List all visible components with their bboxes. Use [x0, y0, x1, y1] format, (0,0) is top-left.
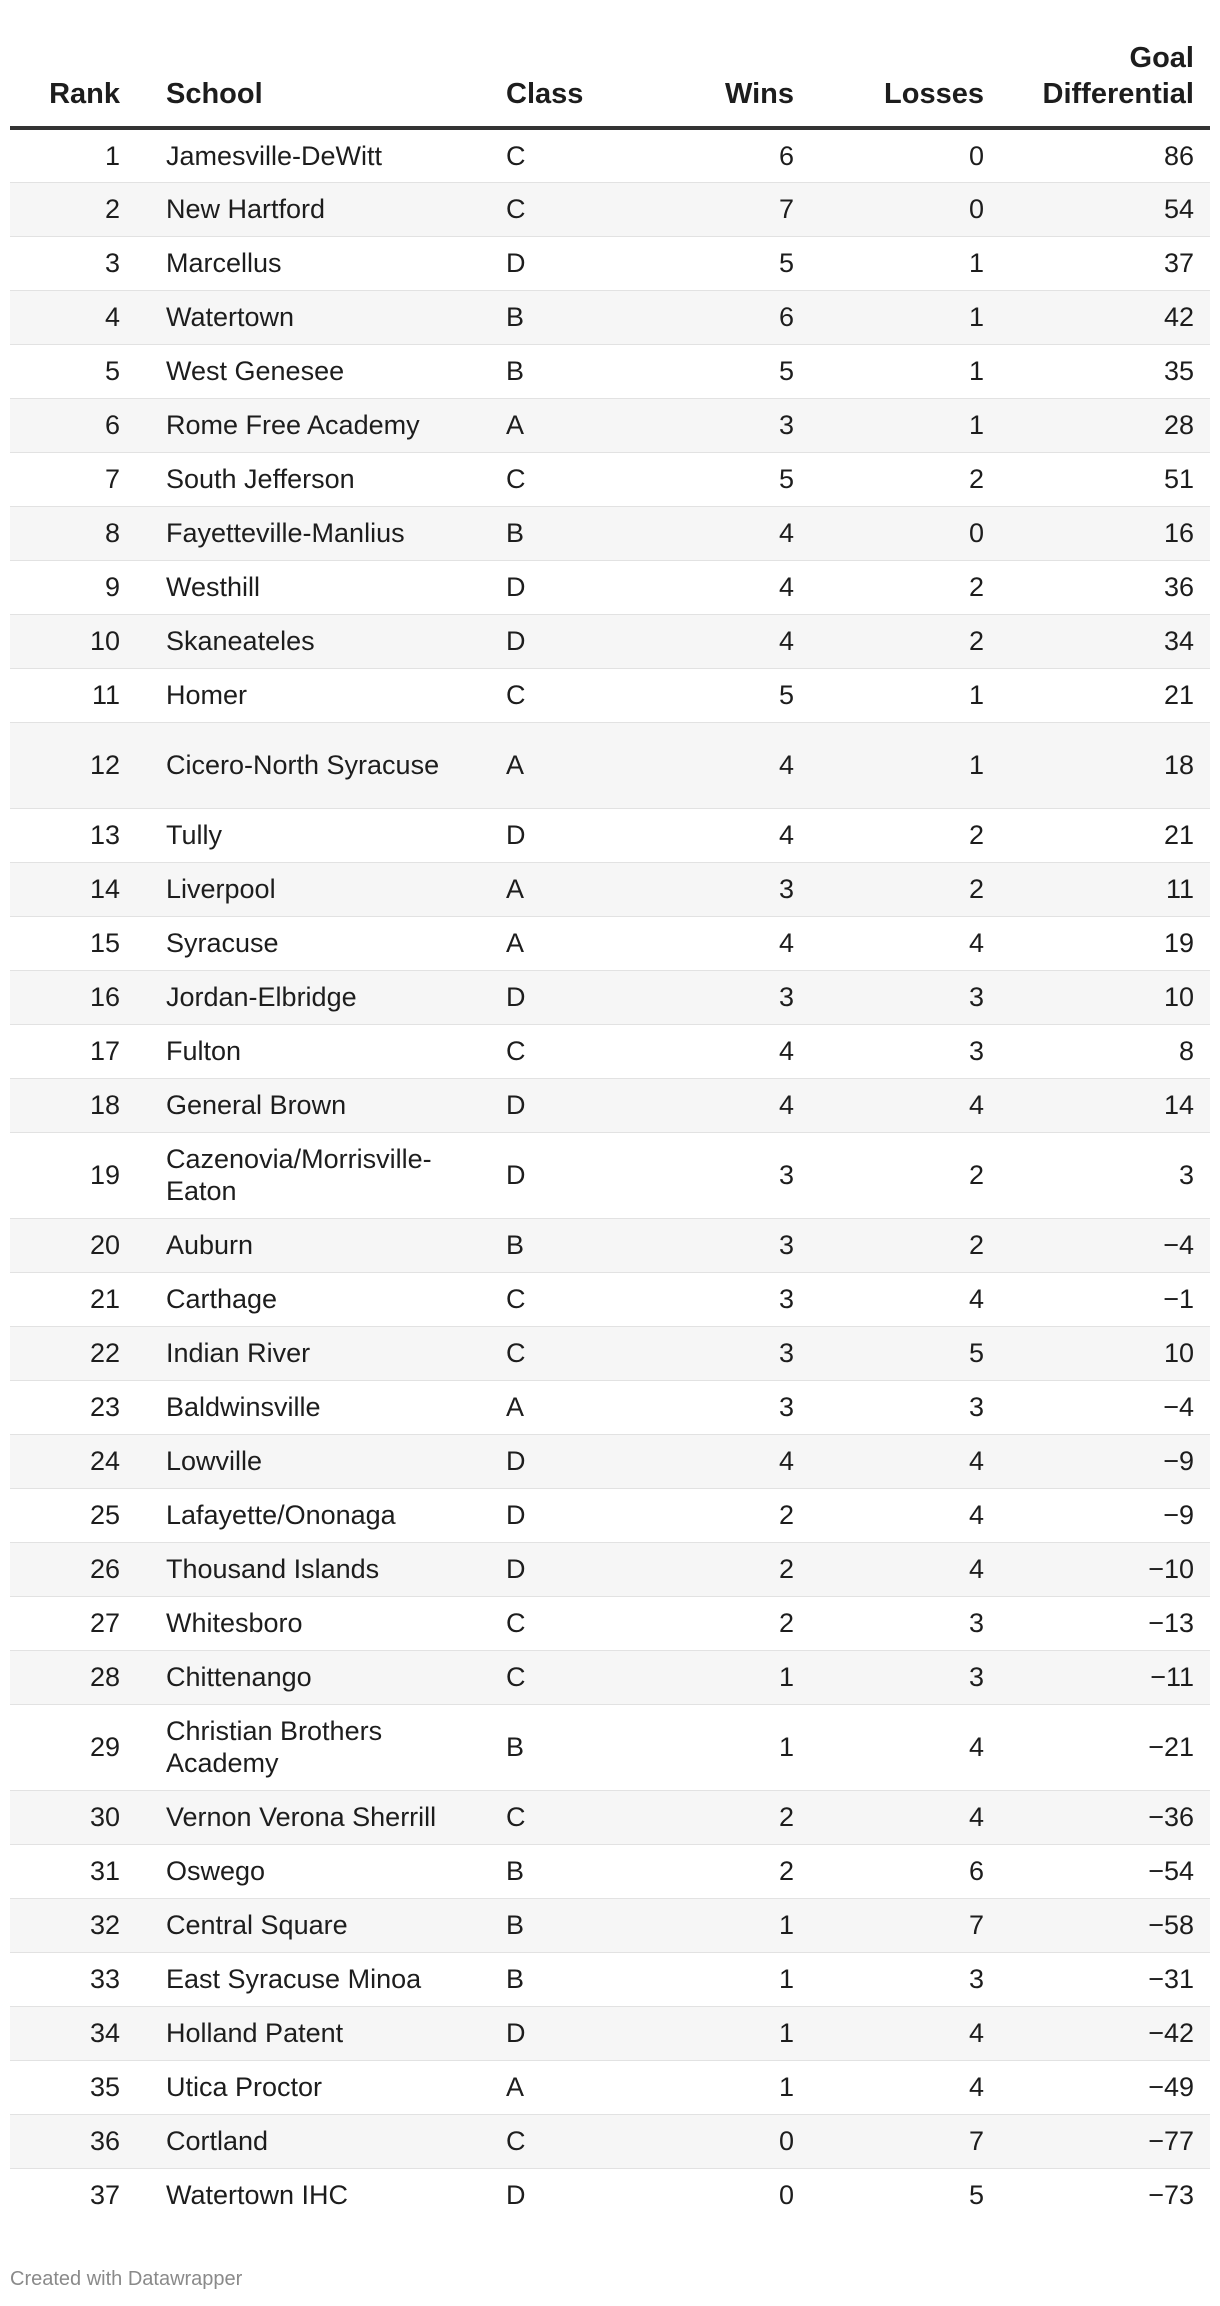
cell-class: D — [490, 560, 630, 614]
table-row — [10, 1596, 1210, 1650]
cell-rank: 32 — [10, 1898, 150, 1952]
cell-school: Cicero-North Syracuse — [150, 722, 490, 808]
cell-goal-differential: 10 — [1000, 1326, 1210, 1380]
header-goal-differential[interactable] — [1000, 40, 1210, 128]
cell-school: Chittenango — [150, 1650, 490, 1704]
table-row — [10, 2168, 1210, 2222]
cell-school: Syracuse — [150, 916, 490, 970]
cell-rank: 23 — [10, 1380, 150, 1434]
cell-losses: 4 — [810, 1488, 1000, 1542]
cell-school: Rome Free Academy — [150, 398, 490, 452]
cell-wins: 4 — [630, 722, 810, 808]
cell-class: C — [490, 2114, 630, 2168]
table-row — [10, 128, 1210, 182]
cell-rank: 26 — [10, 1542, 150, 1596]
cell-losses: 1 — [810, 290, 1000, 344]
cell-rank: 13 — [10, 808, 150, 862]
cell-wins: 6 — [630, 290, 810, 344]
cell-wins: 5 — [630, 452, 810, 506]
cell-class: D — [490, 236, 630, 290]
table-row — [10, 1790, 1210, 1844]
cell-goal-differential: 10 — [1000, 970, 1210, 1024]
cell-class: D — [490, 1542, 630, 1596]
cell-school: Fulton — [150, 1024, 490, 1078]
table-row — [10, 1650, 1210, 1704]
cell-losses: 1 — [810, 236, 1000, 290]
cell-school: Auburn — [150, 1218, 490, 1272]
cell-class: D — [490, 970, 630, 1024]
table-row — [10, 1132, 1210, 1218]
cell-school: Oswego — [150, 1844, 490, 1898]
cell-rank: 2 — [10, 182, 150, 236]
cell-class: A — [490, 2060, 630, 2114]
cell-losses: 3 — [810, 1380, 1000, 1434]
cell-goal-differential: −9 — [1000, 1488, 1210, 1542]
cell-losses: 0 — [810, 128, 1000, 182]
cell-wins: 4 — [630, 1024, 810, 1078]
cell-wins: 3 — [630, 1326, 810, 1380]
cell-school: Westhill — [150, 560, 490, 614]
cell-rank: 34 — [10, 2006, 150, 2060]
cell-rank: 24 — [10, 1434, 150, 1488]
cell-wins: 5 — [630, 236, 810, 290]
cell-class: D — [506, 2180, 526, 2211]
cell-class: C — [490, 452, 630, 506]
cell-school: Baldwinsville — [150, 1380, 490, 1434]
cell-school: Tully — [150, 808, 490, 862]
cell-losses: 5 — [968, 2180, 984, 2211]
cell-school: Marcellus — [150, 236, 490, 290]
cell-losses: 4 — [810, 1272, 1000, 1326]
cell-rank: 7 — [10, 452, 150, 506]
cell-losses: 1 — [810, 344, 1000, 398]
cell-losses: 2 — [810, 452, 1000, 506]
cell-school: General Brown — [150, 1078, 490, 1132]
cell-rank: 12 — [10, 722, 150, 808]
cell-wins: 3 — [630, 1380, 810, 1434]
cell-goal-differential: 34 — [1000, 614, 1210, 668]
cell-class: D — [490, 808, 630, 862]
cell-school: West Genesee — [150, 344, 490, 398]
cell-goal-differential: 18 — [1000, 722, 1210, 808]
cell-rank: 28 — [10, 1650, 150, 1704]
cell-goal-differential: −36 — [1000, 1790, 1210, 1844]
cell-losses: 3 — [810, 1596, 1000, 1650]
cell-class: C — [490, 182, 630, 236]
cell-rank: 30 — [10, 1790, 150, 1844]
cell-losses: 4 — [810, 1078, 1000, 1132]
cell-goal-differential: −11 — [1000, 1650, 1210, 1704]
cell-school: Central Square — [150, 1898, 490, 1952]
cell-goal-differential: 21 — [1000, 808, 1210, 862]
cell-wins: 4 — [630, 916, 810, 970]
cell-class: D — [490, 1434, 630, 1488]
cell-losses: 2 — [810, 1132, 1000, 1218]
cell-school: Vernon Verona Sherrill — [150, 1790, 490, 1844]
table-row — [10, 560, 1210, 614]
cell-goal-differential: 19 — [1000, 916, 1210, 970]
table-row — [10, 1488, 1210, 1542]
table-row — [10, 668, 1210, 722]
cell-losses: 4 — [810, 1704, 1000, 1790]
cell-school: New Hartford — [150, 182, 490, 236]
cell-losses: 7 — [810, 2114, 1000, 2168]
table-row — [10, 722, 1210, 808]
cell-rank: 9 — [10, 560, 150, 614]
table-row — [10, 290, 1210, 344]
cell-class: A — [490, 862, 630, 916]
cell-goal-differential: 35 — [1000, 344, 1210, 398]
cell-wins: 7 — [630, 182, 810, 236]
cell-goal-differential: 8 — [1000, 1024, 1210, 1078]
cell-rank: 31 — [10, 1844, 150, 1898]
cell-losses: 1 — [810, 668, 1000, 722]
cell-rank: 36 — [10, 2114, 150, 2168]
standings-table — [10, 40, 1210, 2222]
cell-rank: 18 — [10, 1078, 150, 1132]
cell-class: C — [490, 128, 630, 182]
cell-wins: 3 — [630, 970, 810, 1024]
cell-class: A — [490, 722, 630, 808]
cell-losses: 2 — [810, 560, 1000, 614]
cell-wins: 2 — [630, 1790, 810, 1844]
cell-wins: 1 — [630, 2060, 810, 2114]
cell-goal-differential: −42 — [1000, 2006, 1210, 2060]
cell-goal-differential: −1 — [1000, 1272, 1210, 1326]
cell-goal-differential: 11 — [1000, 862, 1210, 916]
header-school[interactable]: School — [150, 40, 490, 128]
cell-rank: 27 — [10, 1596, 150, 1650]
cell-rank: 4 — [10, 290, 150, 344]
cell-wins: 5 — [630, 344, 810, 398]
table-row — [10, 2114, 1210, 2168]
cell-class: B — [490, 1952, 630, 2006]
cell-class: C — [490, 1596, 630, 1650]
cell-school: Indian River — [150, 1326, 490, 1380]
cell-goal-differential: −31 — [1000, 1952, 1210, 2006]
cell-losses: 2 — [810, 1218, 1000, 1272]
table-row — [10, 1272, 1210, 1326]
cell-goal-differential: 86 — [1000, 128, 1210, 182]
cell-rank: 16 — [10, 970, 150, 1024]
cell-losses: 4 — [810, 916, 1000, 970]
cell-school: Whitesboro — [150, 1596, 490, 1650]
cell-goal-differential: 28 — [1000, 398, 1210, 452]
table-row — [10, 2006, 1210, 2060]
cell-losses: 2 — [810, 808, 1000, 862]
cell-wins: 1 — [630, 2006, 810, 2060]
cell-wins: 4 — [630, 1434, 810, 1488]
cell-rank: 1 — [10, 128, 150, 182]
cell-losses: 5 — [810, 1326, 1000, 1380]
cell-rank: 29 — [10, 1704, 150, 1790]
table-row — [10, 614, 1210, 668]
cell-goal-differential: 37 — [1000, 236, 1210, 290]
cell-class: A — [490, 398, 630, 452]
cell-school: Holland Patent — [150, 2006, 490, 2060]
cell-school: Utica Proctor — [150, 2060, 490, 2114]
cell-goal-differential: −4 — [1000, 1380, 1210, 1434]
table-row — [10, 398, 1210, 452]
cell-class: C — [490, 668, 630, 722]
table-row — [10, 1844, 1210, 1898]
cell-wins: 4 — [630, 560, 810, 614]
cell-class: D — [490, 1488, 630, 1542]
datawrapper-credit[interactable]: Created with Datawrapper — [10, 2268, 243, 2290]
cell-school: Thousand Islands — [150, 1542, 490, 1596]
cell-losses: 3 — [810, 1650, 1000, 1704]
cell-rank: 19 — [10, 1132, 150, 1218]
header-class[interactable]: Class — [490, 40, 630, 128]
cell-class: D — [490, 2006, 630, 2060]
cell-goal-differential: 16 — [1000, 506, 1210, 560]
cell-school: Watertown — [150, 290, 490, 344]
cell-rank: 5 — [10, 344, 150, 398]
cell-goal-differential: −49 — [1000, 2060, 1210, 2114]
table-row — [10, 506, 1210, 560]
cell-wins: 1 — [630, 1898, 810, 1952]
standings-table-container — [10, 40, 1210, 2222]
cell-losses: 1 — [810, 398, 1000, 452]
cell-rank: 17 — [10, 1024, 150, 1078]
cell-class: B — [490, 344, 630, 398]
cell-wins: 4 — [630, 614, 810, 668]
cell-wins: 2 — [630, 1844, 810, 1898]
cell-goal-differential: 36 — [1000, 560, 1210, 614]
cell-losses: 3 — [810, 1024, 1000, 1078]
cell-losses: 4 — [810, 1790, 1000, 1844]
cell-wins: 5 — [630, 668, 810, 722]
cell-losses: 4 — [810, 1434, 1000, 1488]
table-row — [10, 1542, 1210, 1596]
cell-rank: 10 — [10, 614, 150, 668]
cell-class: C — [490, 1024, 630, 1078]
table-row — [10, 344, 1210, 398]
table-row — [10, 916, 1210, 970]
table-row — [10, 1024, 1210, 1078]
cell-rank: 21 — [10, 1272, 150, 1326]
cell-goal-differential: −21 — [1000, 1704, 1210, 1790]
table-row — [10, 236, 1210, 290]
cell-wins: 4 — [630, 808, 810, 862]
cell-class: C — [490, 1790, 630, 1844]
table-row — [10, 2060, 1210, 2114]
table-row — [10, 1898, 1210, 1952]
header-goal-line1: Goal — [1129, 42, 1194, 74]
cell-wins: 1 — [630, 1650, 810, 1704]
cell-rank: 33 — [10, 1952, 150, 2006]
cell-goal-differential: −77 — [1000, 2114, 1210, 2168]
cell-class: B — [490, 1844, 630, 1898]
cell-goal-differential: 14 — [1000, 1078, 1210, 1132]
cell-wins: 3 — [630, 1272, 810, 1326]
cell-wins: 3 — [630, 1132, 810, 1218]
cell-school: Carthage — [150, 1272, 490, 1326]
cell-wins: 1 — [630, 1952, 810, 2006]
cell-losses: 3 — [810, 1952, 1000, 2006]
cell-school: Lowville — [150, 1434, 490, 1488]
cell-class: D — [490, 1132, 630, 1218]
cell-school: Christian Brothers Academy — [150, 1704, 490, 1790]
cell-goal-differential: −10 — [1000, 1542, 1210, 1596]
cell-class: C — [490, 1650, 630, 1704]
cell-school: Fayetteville-Manlius — [150, 506, 490, 560]
cell-school: Liverpool — [150, 862, 490, 916]
cell-wins: 3 — [630, 398, 810, 452]
cell-wins: 3 — [630, 1218, 810, 1272]
cell-goal-differential: 21 — [1000, 668, 1210, 722]
cell-losses: 3 — [810, 970, 1000, 1024]
table-row — [10, 970, 1210, 1024]
table-row — [10, 1704, 1210, 1790]
table-row — [10, 1218, 1210, 1272]
cell-wins: 1 — [630, 1704, 810, 1790]
cell-goal-differential: 54 — [1000, 182, 1210, 236]
table-row — [10, 1434, 1210, 1488]
cell-goal-differential: 3 — [1000, 1132, 1210, 1218]
cell-losses: 1 — [810, 722, 1000, 808]
table-header — [10, 40, 1210, 128]
table-row — [10, 862, 1210, 916]
cell-losses: 2 — [810, 614, 1000, 668]
table-row — [10, 182, 1210, 236]
cell-class: B — [490, 290, 630, 344]
table-row — [10, 1380, 1210, 1434]
cell-school: Watertown IHC — [166, 2180, 349, 2211]
cell-rank: 20 — [10, 1218, 150, 1272]
cell-goal-differential: −9 — [1000, 1434, 1210, 1488]
table-row — [10, 1078, 1210, 1132]
cell-school: Lafayette/Ononaga — [150, 1488, 490, 1542]
cell-goal-differential: −13 — [1000, 1596, 1210, 1650]
cell-class: A — [490, 1380, 630, 1434]
cell-losses: 4 — [810, 2006, 1000, 2060]
cell-wins: 2 — [630, 1488, 810, 1542]
cell-class: D — [490, 1078, 630, 1132]
cell-school: East Syracuse Minoa — [150, 1952, 490, 2006]
cell-rank: 14 — [10, 862, 150, 916]
cell-class: B — [490, 1704, 630, 1790]
cell-school: South Jefferson — [150, 452, 490, 506]
cell-class: C — [490, 1326, 630, 1380]
cell-losses: 7 — [810, 1898, 1000, 1952]
cell-rank: 37 — [89, 2180, 120, 2211]
cell-rank: 25 — [10, 1488, 150, 1542]
table-row — [10, 1326, 1210, 1380]
cell-wins: 3 — [630, 862, 810, 916]
cell-losses: 0 — [810, 182, 1000, 236]
header-rank[interactable]: Rank — [10, 40, 150, 128]
cell-goal-differential: −73 — [1148, 2180, 1194, 2211]
cell-school: Cortland — [150, 2114, 490, 2168]
cell-losses: 2 — [810, 862, 1000, 916]
cell-school: Jamesville-DeWitt — [150, 128, 490, 182]
cell-school: Skaneateles — [150, 614, 490, 668]
cell-losses: 0 — [810, 506, 1000, 560]
cell-wins: 0 — [778, 2180, 794, 2211]
cell-class: C — [490, 1272, 630, 1326]
cell-rank: 22 — [10, 1326, 150, 1380]
header-losses[interactable]: Losses — [810, 40, 1000, 128]
header-goal-line2: Differential — [1042, 78, 1194, 110]
cell-losses: 4 — [810, 1542, 1000, 1596]
cell-wins: 2 — [630, 1542, 810, 1596]
cell-class: B — [490, 506, 630, 560]
cell-goal-differential: 51 — [1000, 452, 1210, 506]
header-row — [10, 40, 1210, 128]
cell-school: Homer — [150, 668, 490, 722]
cell-class: D — [490, 614, 630, 668]
table-row — [10, 808, 1210, 862]
cell-rank: 3 — [10, 236, 150, 290]
cell-goal-differential: −54 — [1000, 1844, 1210, 1898]
cell-wins: 6 — [630, 128, 810, 182]
cell-goal-differential: 42 — [1000, 290, 1210, 344]
cell-wins: 0 — [630, 2114, 810, 2168]
cell-wins: 4 — [630, 506, 810, 560]
cell-goal-differential: −58 — [1000, 1898, 1210, 1952]
table-row — [10, 452, 1210, 506]
cell-wins: 2 — [630, 1596, 810, 1650]
cell-rank: 15 — [10, 916, 150, 970]
cell-class: B — [490, 1898, 630, 1952]
cell-school: Cazenovia/Morrisville-Eaton — [150, 1132, 490, 1218]
cell-rank: 35 — [10, 2060, 150, 2114]
cell-rank: 6 — [10, 398, 150, 452]
table-body — [10, 128, 1210, 2222]
cell-goal-differential: −4 — [1000, 1218, 1210, 1272]
cell-losses: 6 — [810, 1844, 1000, 1898]
cell-class: A — [490, 916, 630, 970]
header-wins[interactable]: Wins — [630, 40, 810, 128]
cell-class: B — [490, 1218, 630, 1272]
cell-rank: 8 — [10, 506, 150, 560]
cell-wins: 4 — [630, 1078, 810, 1132]
cell-losses: 4 — [810, 2060, 1000, 2114]
cell-school: Jordan-Elbridge — [150, 970, 490, 1024]
table-row — [10, 1952, 1210, 2006]
cell-rank: 11 — [10, 668, 150, 722]
